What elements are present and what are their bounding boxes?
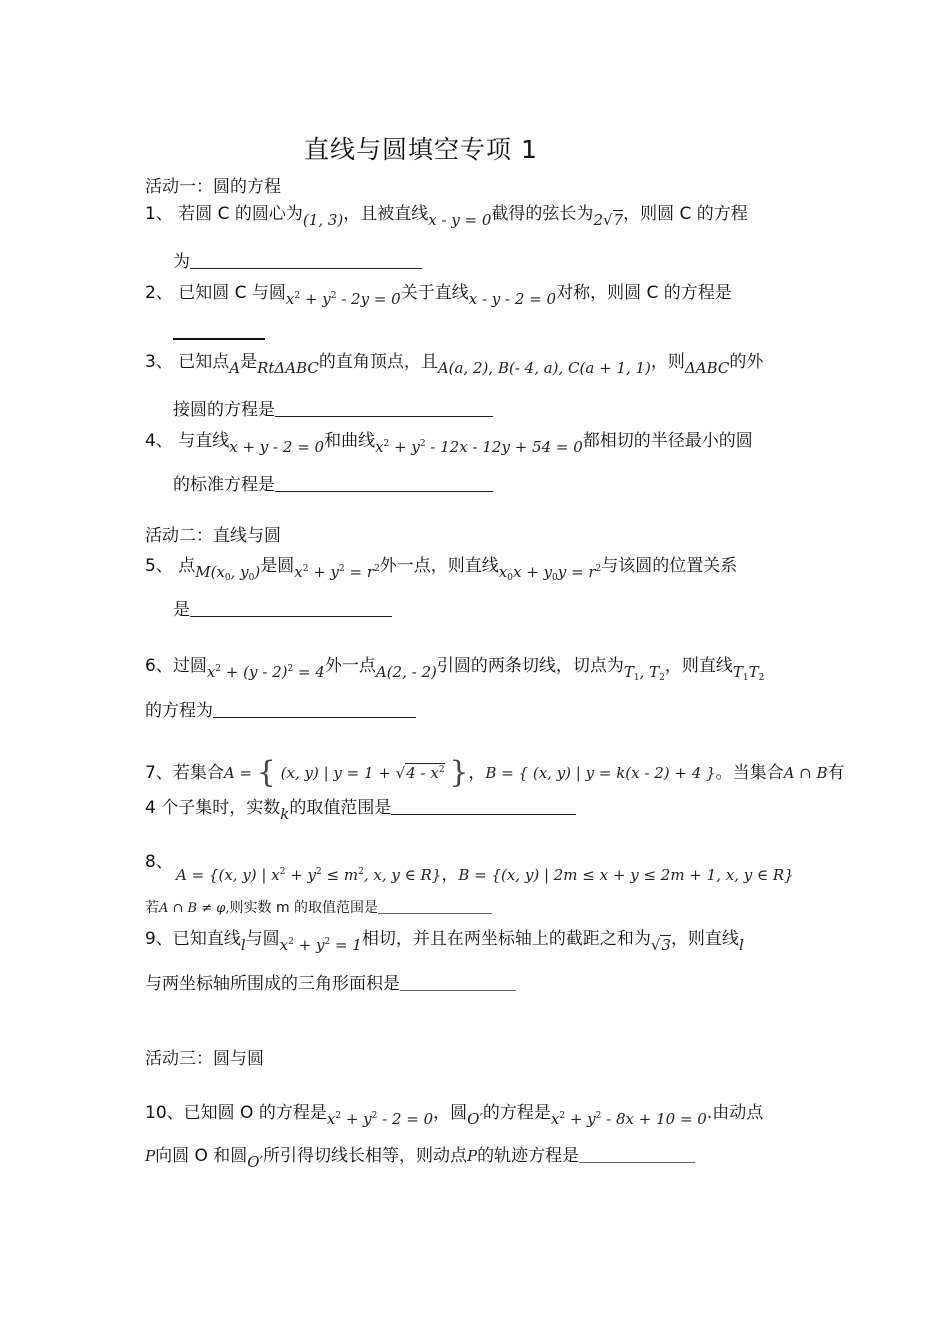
question-text: 关于直线 xyxy=(400,283,469,303)
question-number: 7、 xyxy=(145,763,173,783)
question-7 xyxy=(145,755,845,790)
question-number: 9、 xyxy=(145,929,173,949)
question-text: 的方程为 xyxy=(145,701,213,721)
math-expression: (1, 3) xyxy=(302,211,344,229)
math-expression: k xyxy=(280,805,290,823)
math-expression: A(2, - 2) xyxy=(375,663,437,681)
question-text: 的方程是 xyxy=(482,1103,551,1123)
math-expression: $x^2 + y^2 = 1$ xyxy=(279,936,362,954)
answer-blank[interactable] xyxy=(190,250,422,269)
question-text: ，圆 xyxy=(433,1103,468,1123)
answer-blank[interactable] xyxy=(173,320,265,340)
question-text: 向圆 O 和圆 xyxy=(155,1146,248,1166)
question-2-cont xyxy=(173,320,265,345)
math-expression: $x^2 + y^2 - 2y = 0$ xyxy=(285,290,401,308)
question-3-cont xyxy=(173,398,493,422)
math-expression: x - y - 2 = 0 xyxy=(468,290,557,308)
math-set-body: (x, y) | y = 1 + xyxy=(280,764,396,782)
question-text: ，则直线 xyxy=(664,656,733,676)
question-text: 的标准方程是 xyxy=(173,475,275,495)
brace-open: { xyxy=(256,755,276,790)
question-text: ，则圆 C 的方程 xyxy=(623,204,748,224)
question-text: 点 xyxy=(172,556,196,576)
question-number: 3、 xyxy=(145,352,173,372)
question-text: 对称，则圆 C 的方程是 xyxy=(556,283,732,303)
question-8-sets xyxy=(176,860,794,887)
question-text: 已知点 xyxy=(172,352,230,372)
section-heading-3: 活动三：圆与圆 xyxy=(145,1049,264,1069)
math-expression: $x_0x + y_0y = r^2$ xyxy=(498,563,602,583)
question-text: 与直线 xyxy=(172,431,230,451)
question-text: 截得的弦长为 xyxy=(491,204,594,224)
question-text: 4 个子集时，实数 xyxy=(145,798,281,818)
math-radicand: $4 - x^2$ xyxy=(406,764,445,782)
math-expression: $M(x_0$, $y_0$) xyxy=(195,563,261,583)
math-set-name: A = xyxy=(223,764,257,782)
math-expression: l xyxy=(738,936,744,954)
question-text: 都相切的半径最小的圆 xyxy=(582,431,753,451)
question-9 xyxy=(145,924,744,954)
math-expression: √3 xyxy=(650,936,671,954)
question-text: .由动点 xyxy=(706,1103,764,1123)
question-number: 8、 xyxy=(145,852,173,872)
question-text: 若圆 C 的圆心为 xyxy=(172,204,303,224)
math-expression: $T_1$, $T_2$ xyxy=(623,663,665,683)
math-radicand: 7 xyxy=(613,211,624,229)
answer-blank[interactable] xyxy=(391,796,576,815)
question-4-cont xyxy=(173,473,493,497)
question-text: 和曲线 xyxy=(324,431,376,451)
question-text: 是 xyxy=(240,352,258,372)
math-expression: P xyxy=(467,1147,478,1165)
question-text: 所引得切线长相等，则动点 xyxy=(263,1146,467,1166)
question-10 xyxy=(145,1098,764,1128)
question-9-cont xyxy=(145,972,516,996)
question-7-cont xyxy=(145,796,576,823)
math-expression: B = {(x, y) | 2m ≤ x + y ≤ 2m + 1, x, y ∈ R} xyxy=(458,866,794,884)
math-expression: A ∩ B xyxy=(783,764,828,782)
question-10-cont xyxy=(145,1144,695,1171)
brace-close: } xyxy=(449,755,469,790)
math-expression: $x^2 + y^2 - 12x - 12y + 54 = 0$ xyxy=(375,438,583,456)
question-text: 接圆的方程是 xyxy=(173,400,275,420)
question-1-cont xyxy=(173,250,422,274)
question-text: 有 xyxy=(827,763,845,783)
question-text: ，且被直线 xyxy=(343,204,429,224)
question-text: 与该圆的位置关系 xyxy=(601,556,738,576)
question-text: 则实数 m 的取值范围是 xyxy=(229,900,379,916)
answer-blank[interactable] xyxy=(378,897,492,914)
math-expression: B = { (x, y) | y = k(x - 2) + 4 } xyxy=(485,764,716,782)
question-text: ，则 xyxy=(650,352,685,372)
question-text: 已知圆 C 与圆 xyxy=(172,283,286,303)
math-expression: P xyxy=(145,1147,156,1165)
math-expression: l xyxy=(240,936,246,954)
math-expression: A = {(x, y) | $x^2 + y^2 \le m^2$, x, y ∈ R} xyxy=(176,866,442,884)
question-text: 的直角顶点，且 xyxy=(318,352,438,372)
question-text: 若 xyxy=(145,900,159,916)
section-heading-2: 活动二：直线与圆 xyxy=(145,526,281,546)
question-text: 外一点，则直线 xyxy=(379,556,499,576)
math-radicand: 3 xyxy=(661,936,671,954)
question-6-cont xyxy=(145,699,416,723)
math-expression: RtΔABC xyxy=(257,359,319,377)
math-expression: O′ xyxy=(467,1110,483,1128)
question-8 xyxy=(145,850,173,874)
math-expression: A ∩ B ≠ φ, xyxy=(159,901,230,916)
question-number: 2、 xyxy=(145,283,173,303)
math-expression: A xyxy=(229,359,241,377)
question-text: 是圆 xyxy=(260,556,295,576)
question-text: 引圆的两条切线，切点为 xyxy=(436,656,624,676)
page-title: 直线与圆填空专项 1 xyxy=(304,135,538,164)
question-8-cont xyxy=(145,896,492,921)
answer-blank[interactable] xyxy=(190,598,392,617)
question-number: 1、 xyxy=(145,204,173,224)
math-expression: A = { (x, y) | $y = 1 + √4 - x^2$ } xyxy=(223,755,469,790)
question-text: 已知直线 xyxy=(172,929,241,949)
answer-blank[interactable] xyxy=(275,473,493,492)
math-expression: x - y = 0 xyxy=(428,211,492,229)
question-5-cont xyxy=(173,598,392,622)
question-6 xyxy=(145,651,764,684)
math-expression: O′ xyxy=(247,1153,263,1171)
question-number: 6、 xyxy=(145,656,173,676)
question-text: 与两坐标轴所围成的三角形面积是 xyxy=(145,974,400,994)
math-expression: 2√7 xyxy=(593,211,624,229)
question-number: 4、 xyxy=(145,431,173,451)
question-text: 的外 xyxy=(729,352,764,372)
question-5 xyxy=(145,551,737,584)
question-text: 的取值范围是 xyxy=(289,798,392,818)
question-3 xyxy=(145,350,764,377)
question-text: 为 xyxy=(173,252,190,272)
math-expression: A(a, 2), B(- 4, a), C(a + 1, 1) xyxy=(437,359,651,377)
answer-blank[interactable] xyxy=(400,972,516,991)
question-text: 是 xyxy=(173,600,190,620)
question-text: 若集合 xyxy=(172,763,224,783)
question-text: 外一点 xyxy=(324,656,376,676)
math-coefficient: 2 xyxy=(593,211,603,229)
question-4 xyxy=(145,426,753,456)
question-1 xyxy=(145,202,748,229)
math-expression: $x^2 + y^2 - 8x + 10 = 0$ xyxy=(550,1110,707,1128)
question-text: 。当集合 xyxy=(715,763,784,783)
answer-blank[interactable] xyxy=(579,1144,695,1163)
answer-blank[interactable] xyxy=(213,699,416,718)
section-heading-1: 活动一：圆的方程 xyxy=(145,177,281,197)
question-number: 10、 xyxy=(145,1103,184,1123)
math-expression: $T_1T_2$ xyxy=(732,663,765,683)
question-number: 5、 xyxy=(145,556,173,576)
math-expression: $x^2 + (y - 2)^2 = 4$ xyxy=(206,663,325,681)
question-text: ，则直线 xyxy=(670,929,739,949)
math-expression: $x^2 + y^2 - 2 = 0$ xyxy=(326,1110,434,1128)
math-expression: $x^2 + y^2 = r^2$ xyxy=(294,563,380,581)
math-expression: ΔABC xyxy=(684,359,730,377)
question-text: 相切，并且在两坐标轴上的截距之和为 xyxy=(361,929,651,949)
answer-blank[interactable] xyxy=(275,398,493,417)
math-expression: x + y - 2 = 0 xyxy=(229,438,325,456)
question-text: ， xyxy=(468,763,486,783)
question-text: 过圆 xyxy=(172,656,207,676)
question-text: 的轨迹方程是 xyxy=(477,1146,580,1166)
question-2 xyxy=(145,278,732,308)
separator: ， xyxy=(441,865,459,885)
question-text: 已知圆 O 的方程是 xyxy=(183,1103,327,1123)
question-text: 与圆 xyxy=(245,929,280,949)
